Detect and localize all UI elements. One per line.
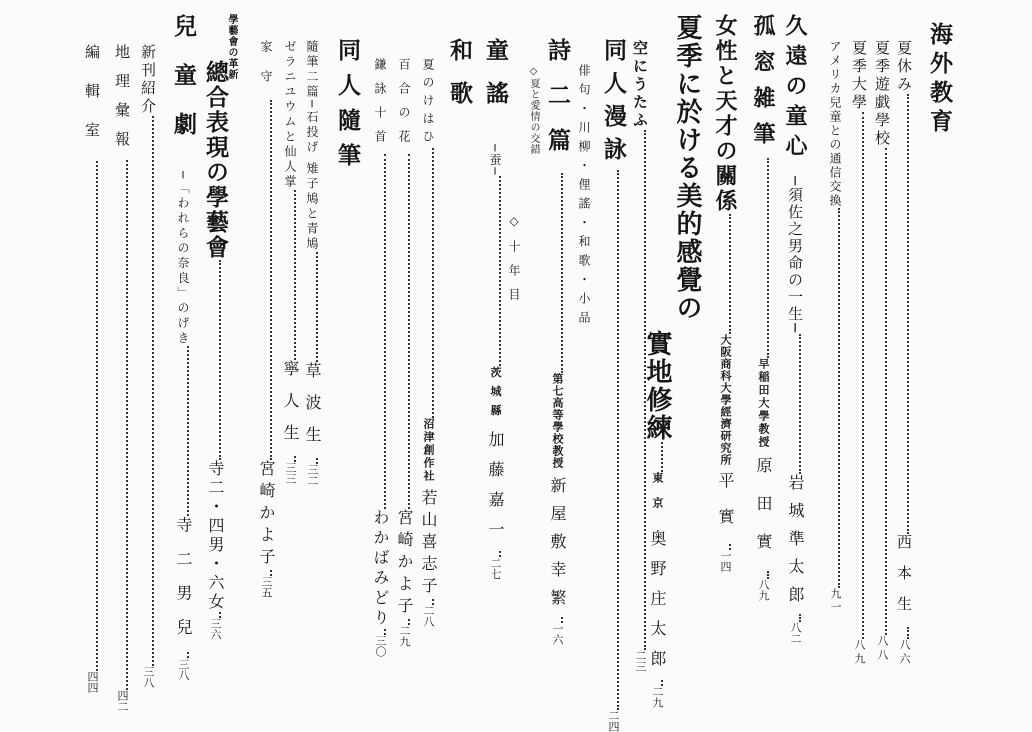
entry-page: 九一 <box>829 588 842 614</box>
entry-author: わかばみどり <box>371 509 390 629</box>
entry-page: 四二 <box>116 690 129 712</box>
entry-title: 鎌詠十首 <box>373 58 387 154</box>
toc-entry-kamaei-jisshu <box>372 58 392 657</box>
entry-author: 寺二・四男・六女 <box>206 460 225 612</box>
entry-title: 編輯室 <box>83 44 101 161</box>
entry-author: 奥野庄太郎 <box>648 530 667 680</box>
entry-title: アメリカ兒童との通信交換 <box>828 40 842 208</box>
entry-title: 新刊紹介 <box>139 44 157 116</box>
toc-entry-sogo-hyogen <box>204 60 227 640</box>
entry-page: 八二 <box>789 622 802 645</box>
entry-affiliation: 早稲田大學教授 <box>757 358 770 449</box>
entry-page: 三二 <box>306 464 319 487</box>
section-title-waka: 和歌 <box>446 38 473 124</box>
toc-entry-geranium <box>282 40 302 484</box>
entry-page: 二八 <box>422 605 435 627</box>
toc-entry-chiri-iho <box>114 44 134 712</box>
entry-title: 總合表現の學藝會 <box>202 60 229 260</box>
entry-title: 夏季大學 <box>850 40 868 112</box>
entry-note-natsu-aijo: ◇夏と愛情の交錯 <box>528 66 539 155</box>
entry-page: 一四 <box>719 550 732 572</box>
entry-page: 二七 <box>489 557 502 580</box>
entry-title: 地理彙報 <box>113 44 131 160</box>
entry-title-line2: 實地修練 <box>642 330 672 442</box>
entry-author: 宮崎かよ子 <box>395 509 414 619</box>
entry-title: 兒童劇 <box>170 14 197 161</box>
entry-page: 八八 <box>876 635 889 663</box>
entry-author: 若山喜志子 <box>419 489 438 599</box>
entry-page: 三〇 <box>374 635 387 657</box>
entry-author: 加藤嘉一 <box>486 431 505 552</box>
toc-entry-douyo <box>484 38 507 579</box>
entry-author: 新屋敷幸繁 <box>548 477 567 617</box>
entry-page: 三八 <box>177 658 190 681</box>
toc-entry-sora-ni-utau <box>632 40 652 672</box>
entry-title: 孤窓雑筆 <box>750 14 776 158</box>
entry-author: 岩城準太郎 <box>786 474 805 615</box>
entry-title: 家守 <box>259 40 273 100</box>
entry-page: 三五 <box>260 576 273 598</box>
toc-entry-zuihitsu-nihen <box>304 40 324 486</box>
entry-subtitle: ─須佐之男命の一生─ <box>786 176 804 335</box>
entry-author: 寺二男兒 <box>174 516 193 653</box>
entry-title-line1: 夏季に於ける美的感覺の <box>672 14 702 322</box>
toc-entry-koso-zappitsu <box>752 14 775 601</box>
entry-author: 草波生 <box>303 362 322 459</box>
entry-title: 詩二篇 <box>544 38 571 173</box>
toc-entry-natsu-no-kehai <box>420 58 440 627</box>
section-title-kaigai: 海外教育 <box>926 22 953 138</box>
entry-page: 二九 <box>398 625 411 647</box>
entry-page: 四四 <box>86 671 99 693</box>
toc-entry-josei-tensai <box>714 14 737 572</box>
entry-title: 童謠 <box>482 38 509 124</box>
toc-entry-doujin-manei <box>602 38 625 732</box>
entry-title: 久遠の童心 <box>782 14 808 164</box>
entry-author: 平實 <box>716 472 735 544</box>
entry-title: ゼラニユウムと仙人掌 <box>283 40 297 190</box>
entry-author: 寧人生 <box>281 360 300 456</box>
toc-entry-shi-nihen <box>546 38 569 645</box>
entry-affiliation: 沼津創作社 <box>422 418 435 483</box>
entry-title: 百合の花 <box>397 58 411 154</box>
toc-entry-kaki-yugi <box>874 40 893 663</box>
toc-entry-shinkan-shokai <box>140 44 160 688</box>
entry-title: 女性と天才の關係 <box>712 14 738 214</box>
toc-entry-america <box>829 40 846 614</box>
entry-page: 八九 <box>757 579 770 601</box>
toc-entry-yuri-no-hana <box>396 58 416 647</box>
entry-affiliation: 茨城縣 <box>489 366 502 424</box>
entry-page: 二九 <box>651 686 664 708</box>
entry-page: 二三 <box>634 650 647 672</box>
entry-affiliation: 東京 <box>651 472 664 522</box>
entry-subtitle: ─蚕─ <box>488 144 502 177</box>
entry-subtitle: ─「われらの奈良」のげき <box>176 171 190 347</box>
entry-label: 學藝會の革新 <box>226 14 237 80</box>
entry-author: 西本生 <box>895 534 913 627</box>
entry-title: 夏のけはひ <box>421 58 435 148</box>
entry-affiliation: 大阪商科大學經濟研究所 <box>719 334 732 466</box>
toc-entry-kuon-doushin <box>784 14 807 644</box>
toc-entry-kaki-daigaku <box>851 40 870 667</box>
entry-page: 八九 <box>853 639 866 667</box>
section-title-doujin-zuihitsu: 同人隨筆 <box>334 38 361 178</box>
toc-entry-yamori <box>258 40 278 598</box>
entry-page: 八六 <box>898 639 911 667</box>
entry-page: 三三 <box>284 462 297 484</box>
entry-page: 三八 <box>142 666 155 688</box>
entry-title: 空にうたふ <box>631 40 649 130</box>
toc-entry-jidogeki <box>172 14 195 680</box>
entry-title: 隨筆二篇─石投げ 雉子鳩と青鳩 <box>305 40 319 253</box>
toc-entry-natsuyasumi <box>896 40 915 667</box>
entry-subtitle: 俳句・川柳・俚謠・和歌・小品 <box>577 64 591 330</box>
toc-entry-henshushitsu <box>84 44 104 693</box>
entry-page: 二四 <box>607 710 620 732</box>
entry-page: 三六 <box>209 618 222 640</box>
entry-title: 夏季遊戯學校 <box>873 40 891 148</box>
entry-author: 宮崎かよ子 <box>257 460 276 570</box>
entry-title: 同人漫詠 <box>600 38 627 170</box>
entry-author: 原田實 <box>754 457 773 571</box>
entry-title: 夏休み <box>895 40 913 94</box>
entry-note-junen: ◇十年目 <box>507 214 521 312</box>
entry-page: 一六 <box>551 623 564 645</box>
entry-affiliation: 第七高等學校教授 <box>551 373 564 469</box>
